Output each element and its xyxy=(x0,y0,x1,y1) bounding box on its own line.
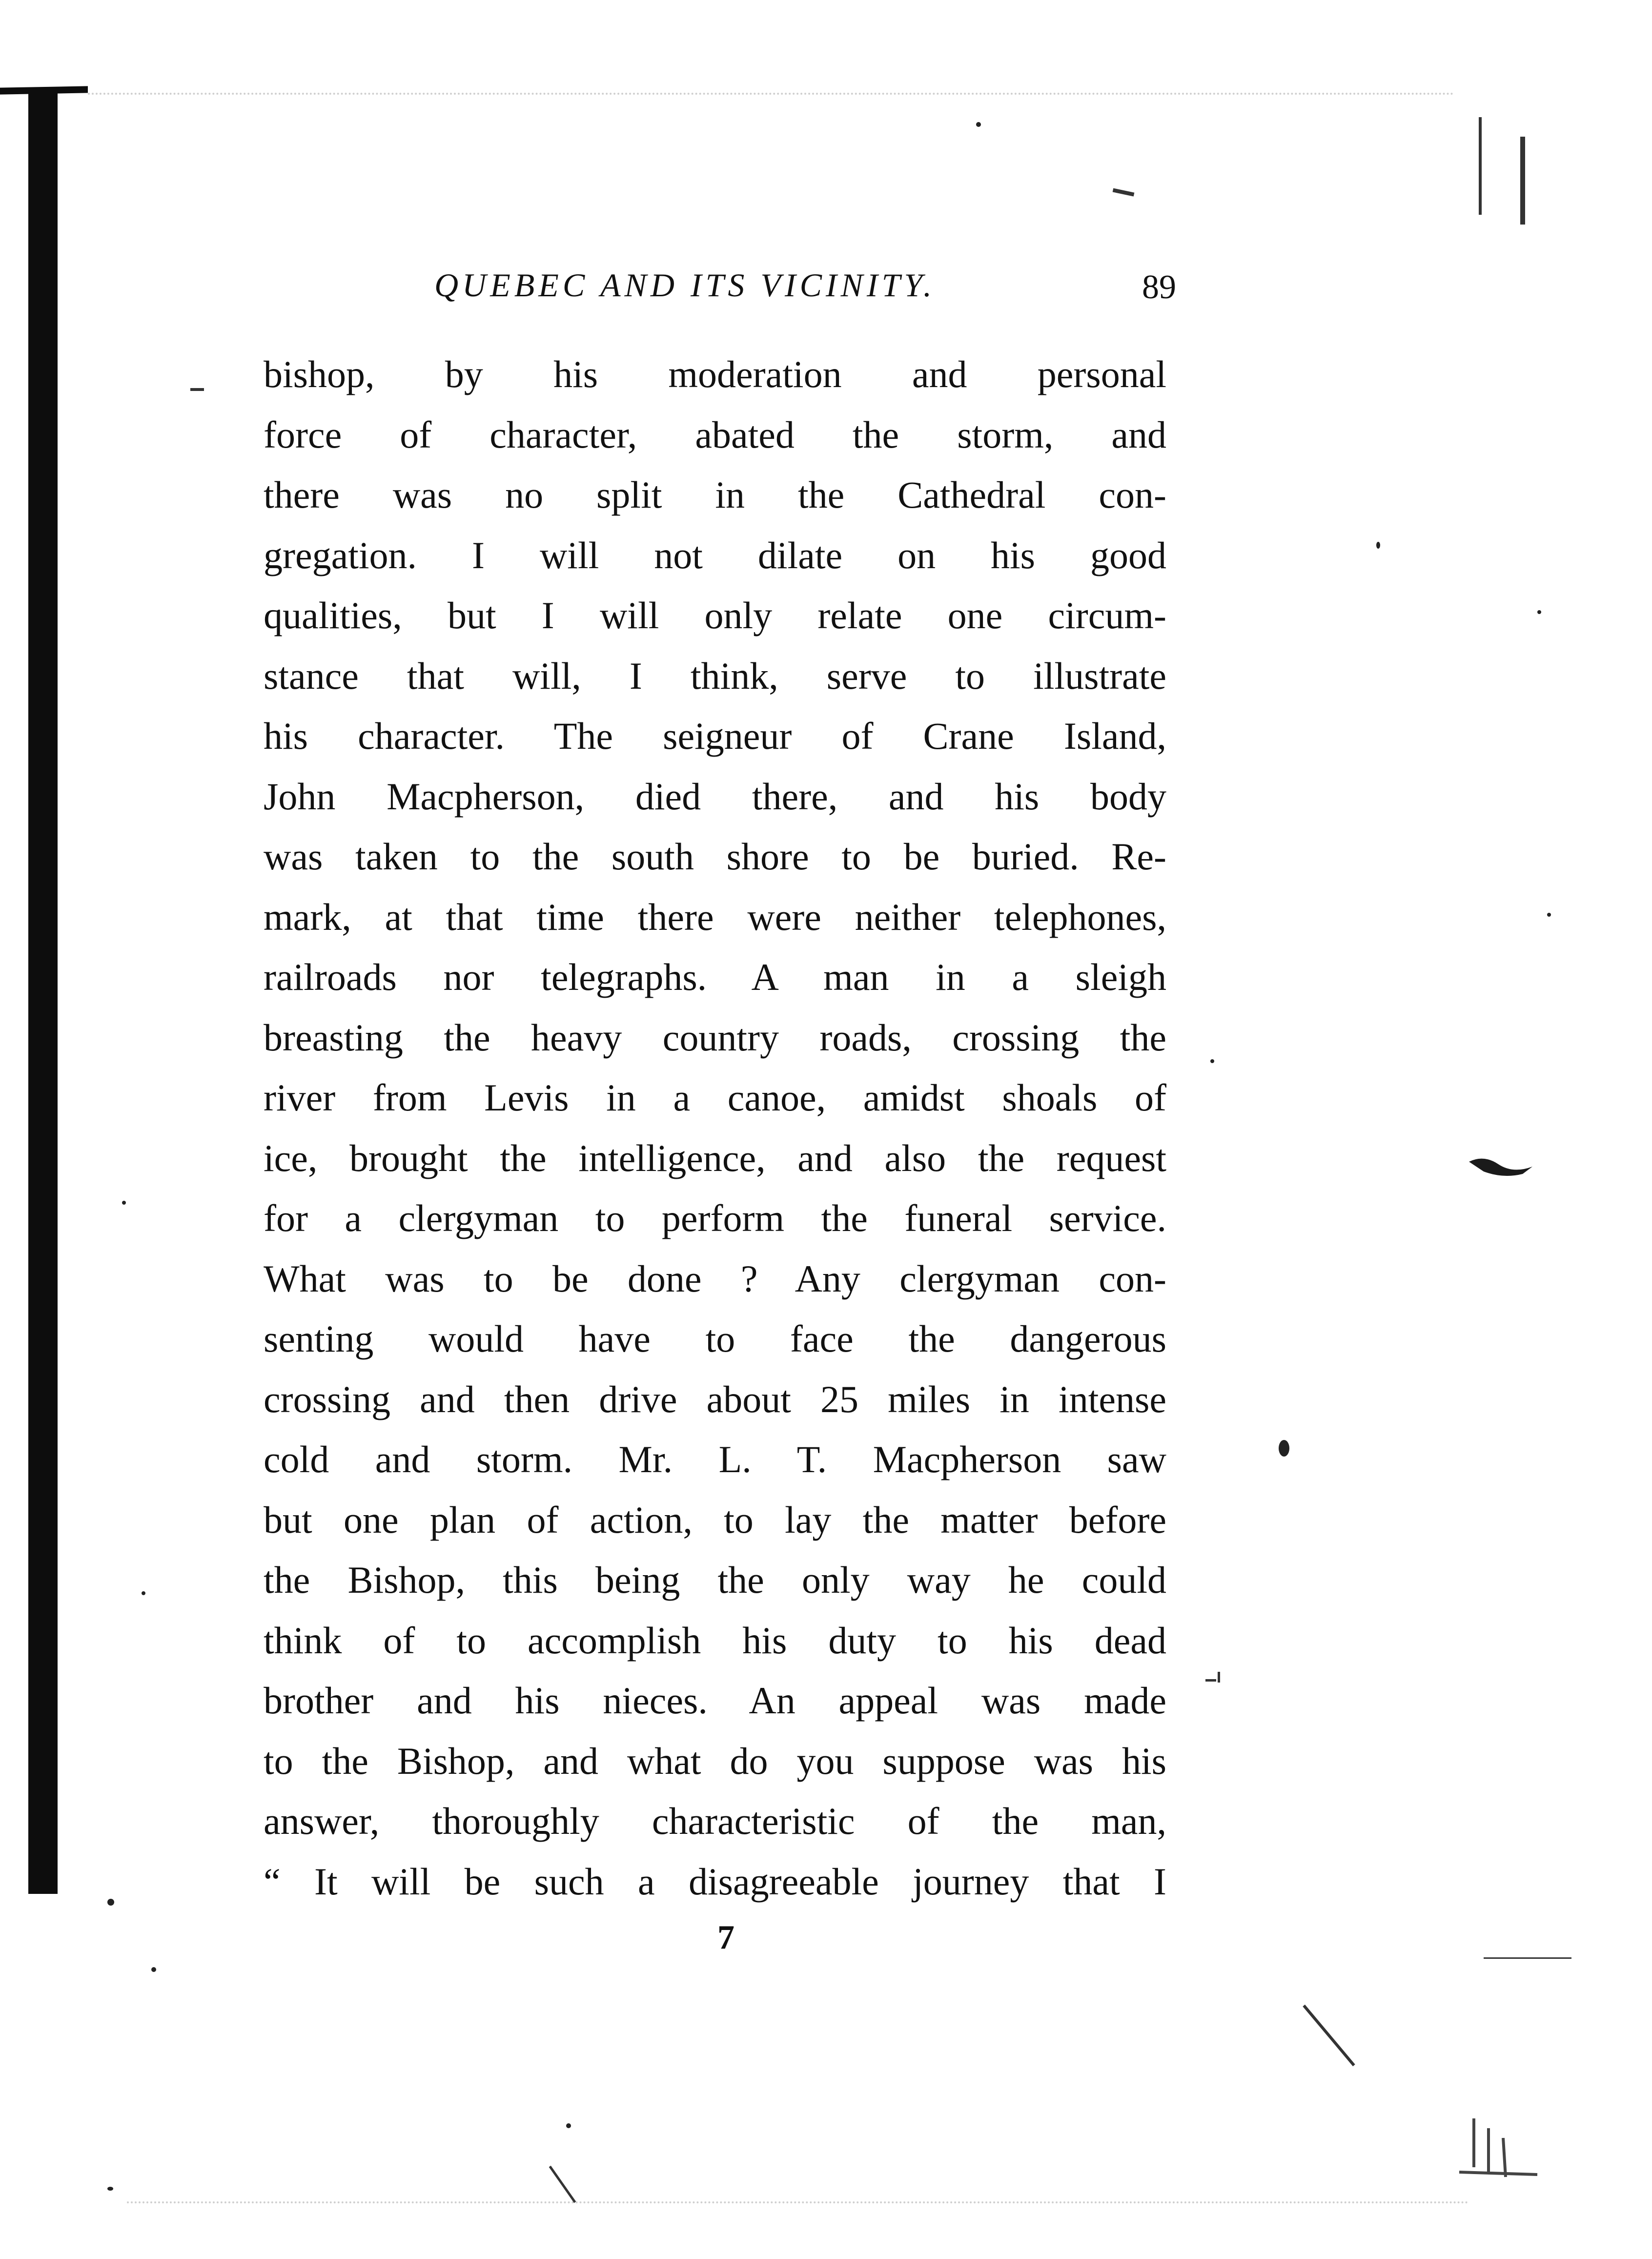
text-line: brother and his nieces. An appeal was made xyxy=(264,1679,1166,1722)
text-line: the Bishop, this being the only way he could xyxy=(264,1559,1166,1601)
scan-mark xyxy=(1303,2005,1355,2066)
running-head xyxy=(434,266,1176,310)
scan-mark xyxy=(1479,117,1482,215)
ink-smudge xyxy=(1464,1152,1537,1181)
signature-mark: 7 xyxy=(717,1919,734,1956)
text-line: gregation. I will not dilate on his good xyxy=(264,534,1166,576)
scan-smudge xyxy=(1445,2089,1557,2187)
text-line: ice, brought the intelligence, and also the request xyxy=(264,1136,1166,1179)
text-line: force of character, abated the storm, and xyxy=(264,413,1166,456)
scan-speck xyxy=(151,1967,156,1972)
body-text xyxy=(264,344,1166,1911)
scan-mark xyxy=(190,388,204,391)
text-line: but one plan of action, to lay the matter before xyxy=(264,1498,1166,1541)
scan-speck xyxy=(1547,913,1551,917)
text-line: What was to be done ? Any clergyman con- xyxy=(264,1257,1166,1300)
text-line: was taken to the south shore to be buried. Re- xyxy=(264,835,1166,878)
scan-mark xyxy=(1218,1672,1220,1683)
scan-speck xyxy=(107,1899,114,1906)
text-line: qualities, but I will only relate one circum- xyxy=(264,594,1166,637)
text-line: crossing and then drive about 25 miles in intense xyxy=(264,1377,1166,1420)
text-line: river from Levis in a canoe, amidst shoals of xyxy=(264,1076,1166,1119)
text-line: think of to accomplish his duty to his dead xyxy=(264,1619,1166,1662)
scan-speck xyxy=(107,2187,113,2191)
text-line: answer, thoroughly characteristic of the man, xyxy=(264,1800,1166,1842)
scan-speck xyxy=(122,1201,126,1205)
text-line: there was no split in the Cathedral con- xyxy=(264,473,1166,516)
scan-speck xyxy=(1537,610,1541,614)
text-line: bishop, by his moderation and personal xyxy=(264,353,1166,395)
text-line: his character. The seigneur of Crane Island, xyxy=(264,715,1166,757)
text-line: to the Bishop, and what do you suppose was his xyxy=(264,1739,1166,1782)
text-line: stance that will, I think, serve to illustrate xyxy=(264,654,1166,697)
scan-mark xyxy=(1205,1679,1216,1682)
text-line: senting would have to face the dangerous xyxy=(264,1317,1166,1360)
scan-mark xyxy=(1520,137,1525,225)
scan-speck xyxy=(566,2123,571,2128)
scan-speck xyxy=(142,1591,145,1595)
scan-speck xyxy=(1279,1440,1289,1457)
text-line: for a clergyman to perform the funeral service. xyxy=(264,1197,1166,1239)
text-line: John Macpherson, died there, and his body xyxy=(264,775,1166,818)
text-line: breasting the heavy country roads, crossing the xyxy=(264,1016,1166,1059)
scan-speck xyxy=(976,122,981,127)
scan-mark xyxy=(1484,1957,1571,1959)
binding-bar xyxy=(28,88,58,1894)
scan-speck xyxy=(1376,542,1380,549)
text-line: mark, at that time there were neither telephones, xyxy=(264,895,1166,938)
scan-edge-rule-bottom xyxy=(127,2201,1469,2203)
text-line: cold and storm. Mr. L. T. Macpherson saw xyxy=(264,1438,1166,1480)
text-line: “ It will be such a disagreeable journey that I xyxy=(264,1860,1166,1903)
page-number: 89 xyxy=(1142,268,1176,306)
running-title: QUEBEC AND ITS VICINITY. xyxy=(434,267,936,304)
scan-edge-rule-top xyxy=(88,93,1454,95)
scan-mark xyxy=(1113,188,1135,197)
text-line: railroads nor telegraphs. A man in a sleigh xyxy=(264,956,1166,998)
scan-speck xyxy=(1210,1059,1214,1063)
scan-mark xyxy=(549,2166,576,2203)
